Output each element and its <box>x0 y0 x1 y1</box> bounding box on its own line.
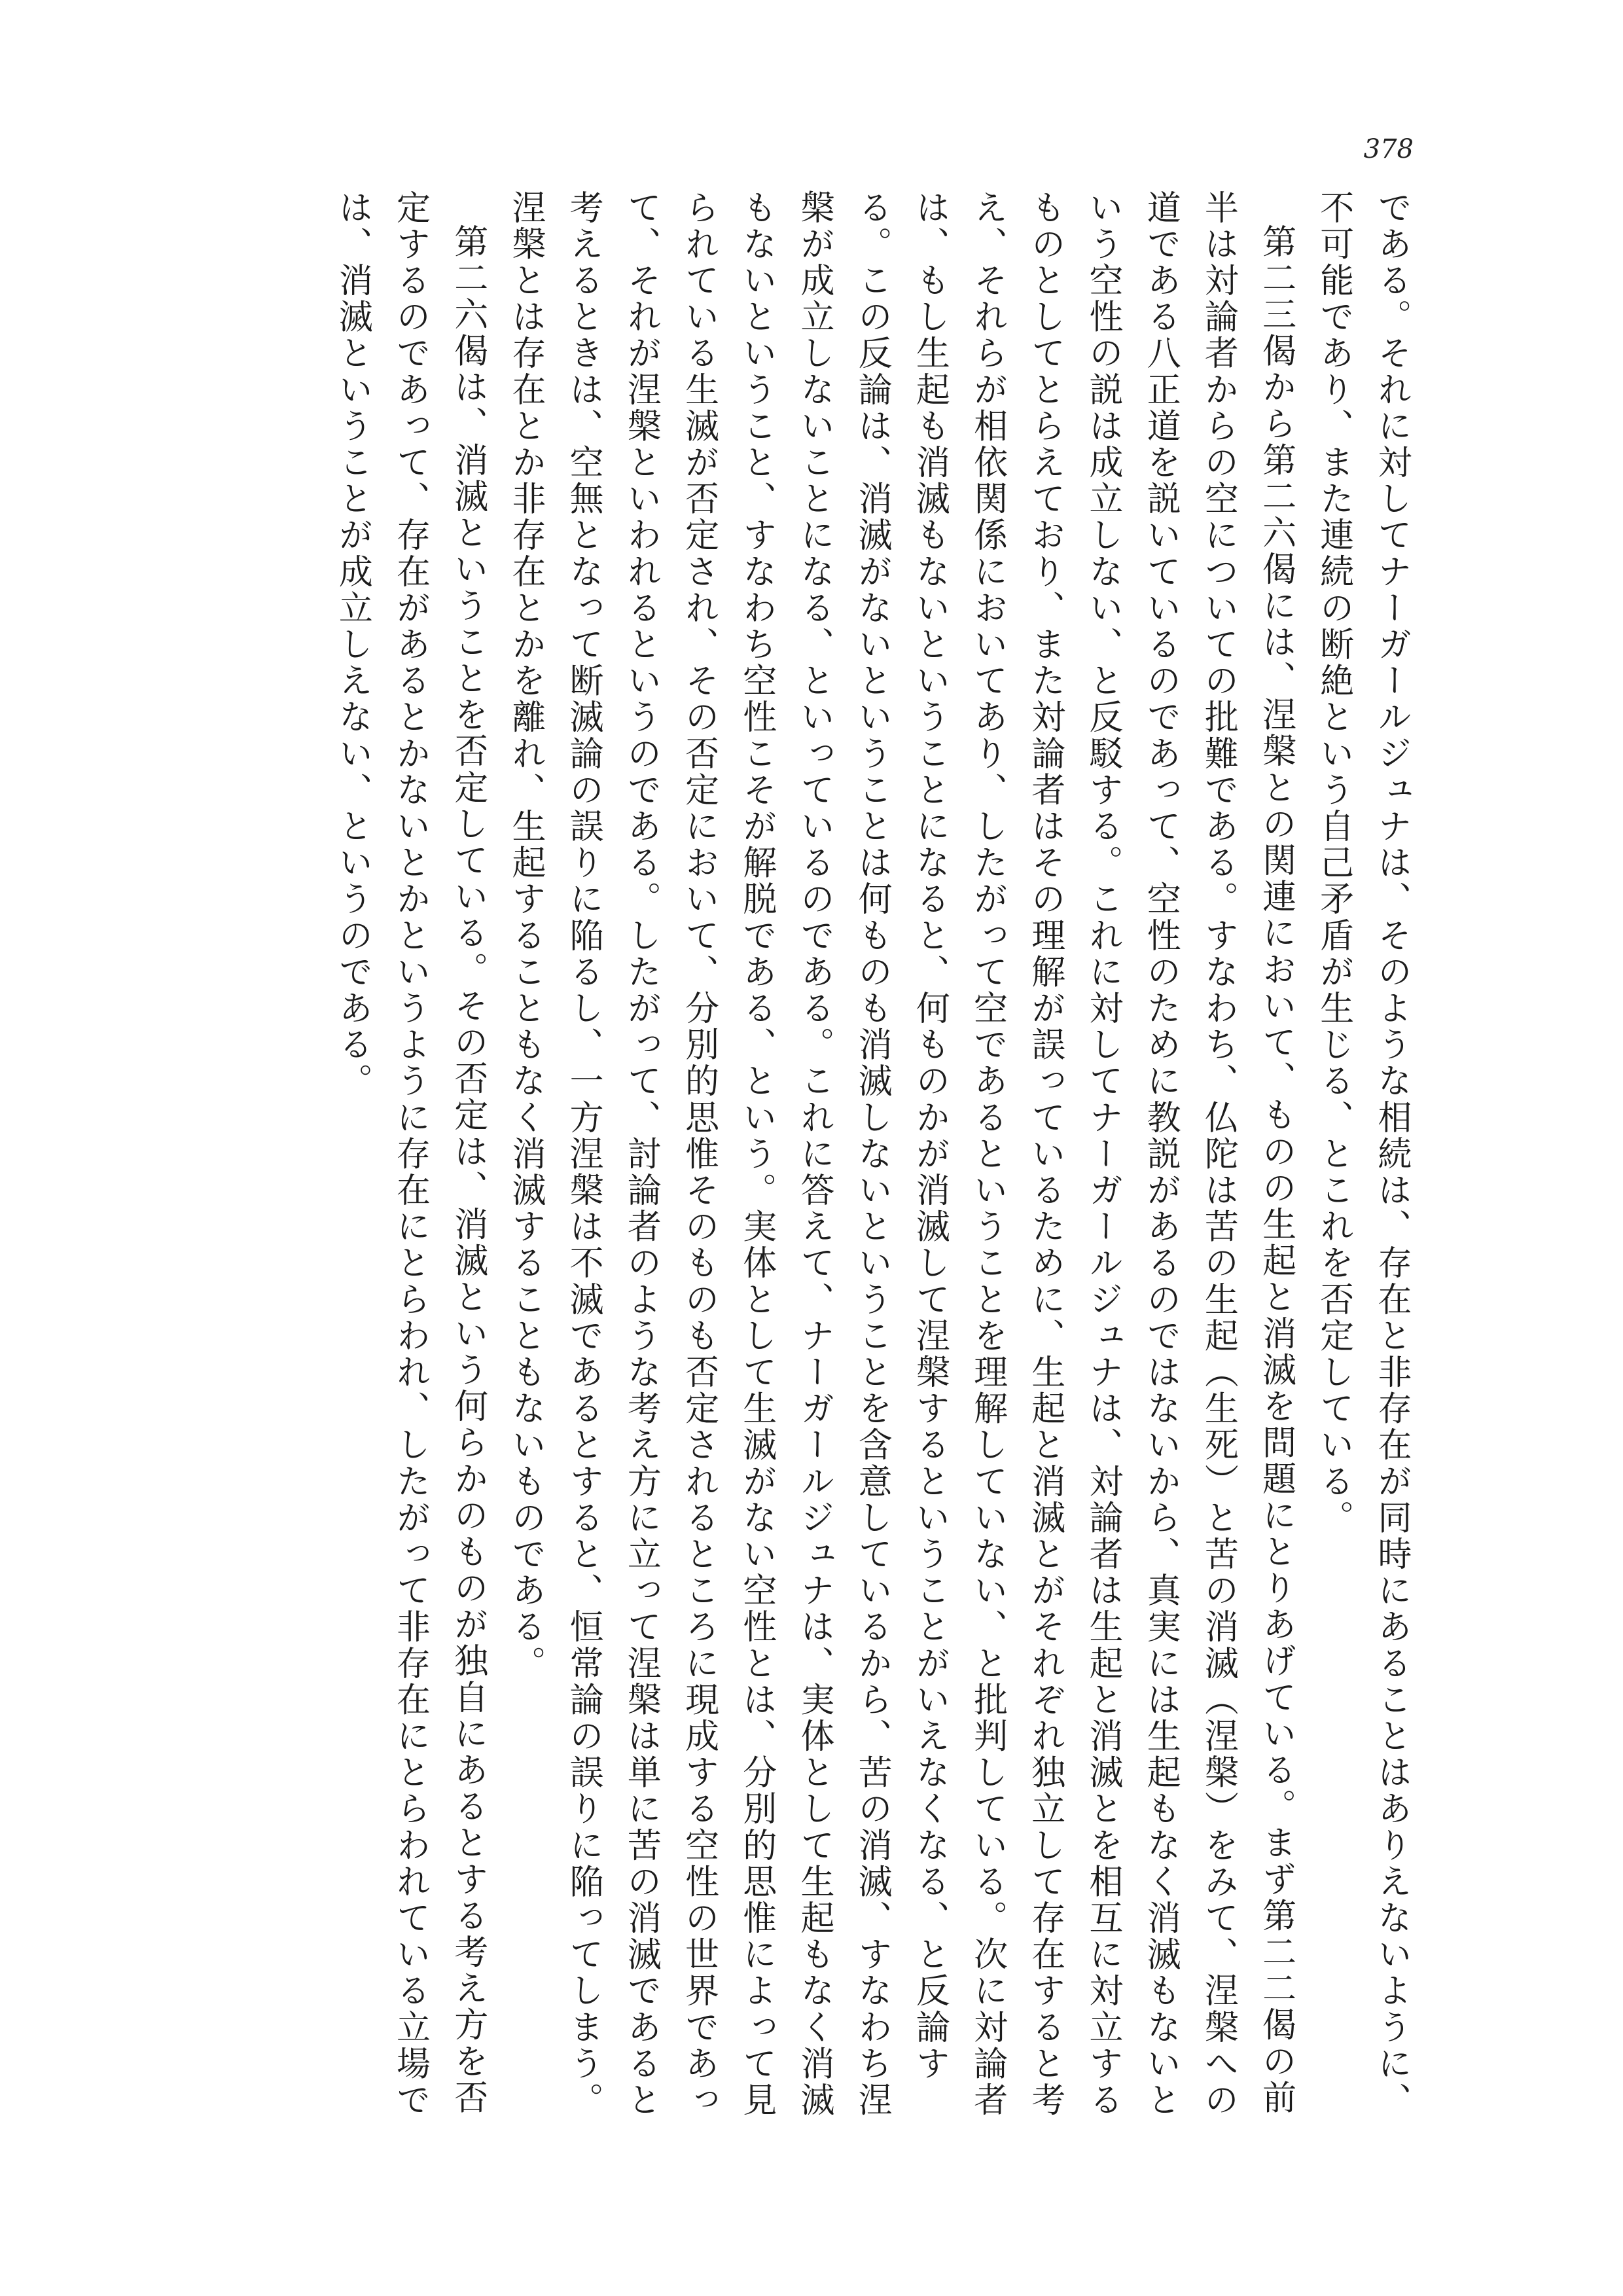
body-text <box>323 190 1420 2121</box>
paragraph-continuation: である。それに対してナーガールジュナは、そのような相続は、存在と非存在が同時にあることはありえないように、不可能であり、また連続の断絶という自己矛盾が生じる、とこれを否定している。 <box>1313 190 1411 2119</box>
page-number: 378 <box>1363 134 1414 164</box>
paragraph-verses-23-26: 第二三偈から第二六偈には、涅槃との関連において、ものの生起と消滅を問題にとりあげている。まず第二二偈の前半は対論者からの空についての批難である。すなわち、仏陀は苦の生起（生死）と苦の消滅（涅槃）をみて、涅槃への道である八正道を説いているのであって、空性のために教説があるのではないから、真実には生起もなく消滅もないという空性の説は成立しない、と反駁する。これに対してナーガールジュナは、対論者は生起と消滅とを相互に対立するものとしてとらえており、また対論者はその理解が誤っているために、生起と消滅とがそれぞれ独立して存在すると考え、それらが相依関係においてあり、したがって空であるということを理解していない、と批判している。次に対論者は、もし生起も消滅もないということになると、何ものかが消滅して涅槃するということがいえなくなる、と反論する。この反論は、消滅がないということは何ものも消滅しないということを含意しているから、苦の消滅、すなわち涅槃が成立しないことになる、といっているのである。これに答えて、ナーガールジュナは、実体として生起もなく消滅もないということ、すなわち空性こそが解脱である、という。実体として生滅がない空性とは、分別的思惟によって見られている生滅が否定され、その否定において、分別的思惟そのものも否定されるところに現成する空性の世界であって、それが涅槃といわれるというのである。したがって、討論者のような考え方に立って涅槃は単に苦の消滅であると考えるときは、空無となって断滅論の誤りに陥るし、一方涅槃は不滅であるとすると、恒常論の誤りに陥ってしまう。涅槃とは存在とか非存在とかを離れ、生起することもなく消滅することもないものである。 <box>505 190 1296 2119</box>
paragraph-verse-26: 第二六偈は、消滅ということを否定している。その否定は、消滅という何らかのものが独自にあるとする考え方を否定するのであって、存在があるとかないとかというように存在にとらわれ、したがって非存在にとらわれている立場では、消滅ということが成立しえない、というのである。 <box>332 190 488 2119</box>
